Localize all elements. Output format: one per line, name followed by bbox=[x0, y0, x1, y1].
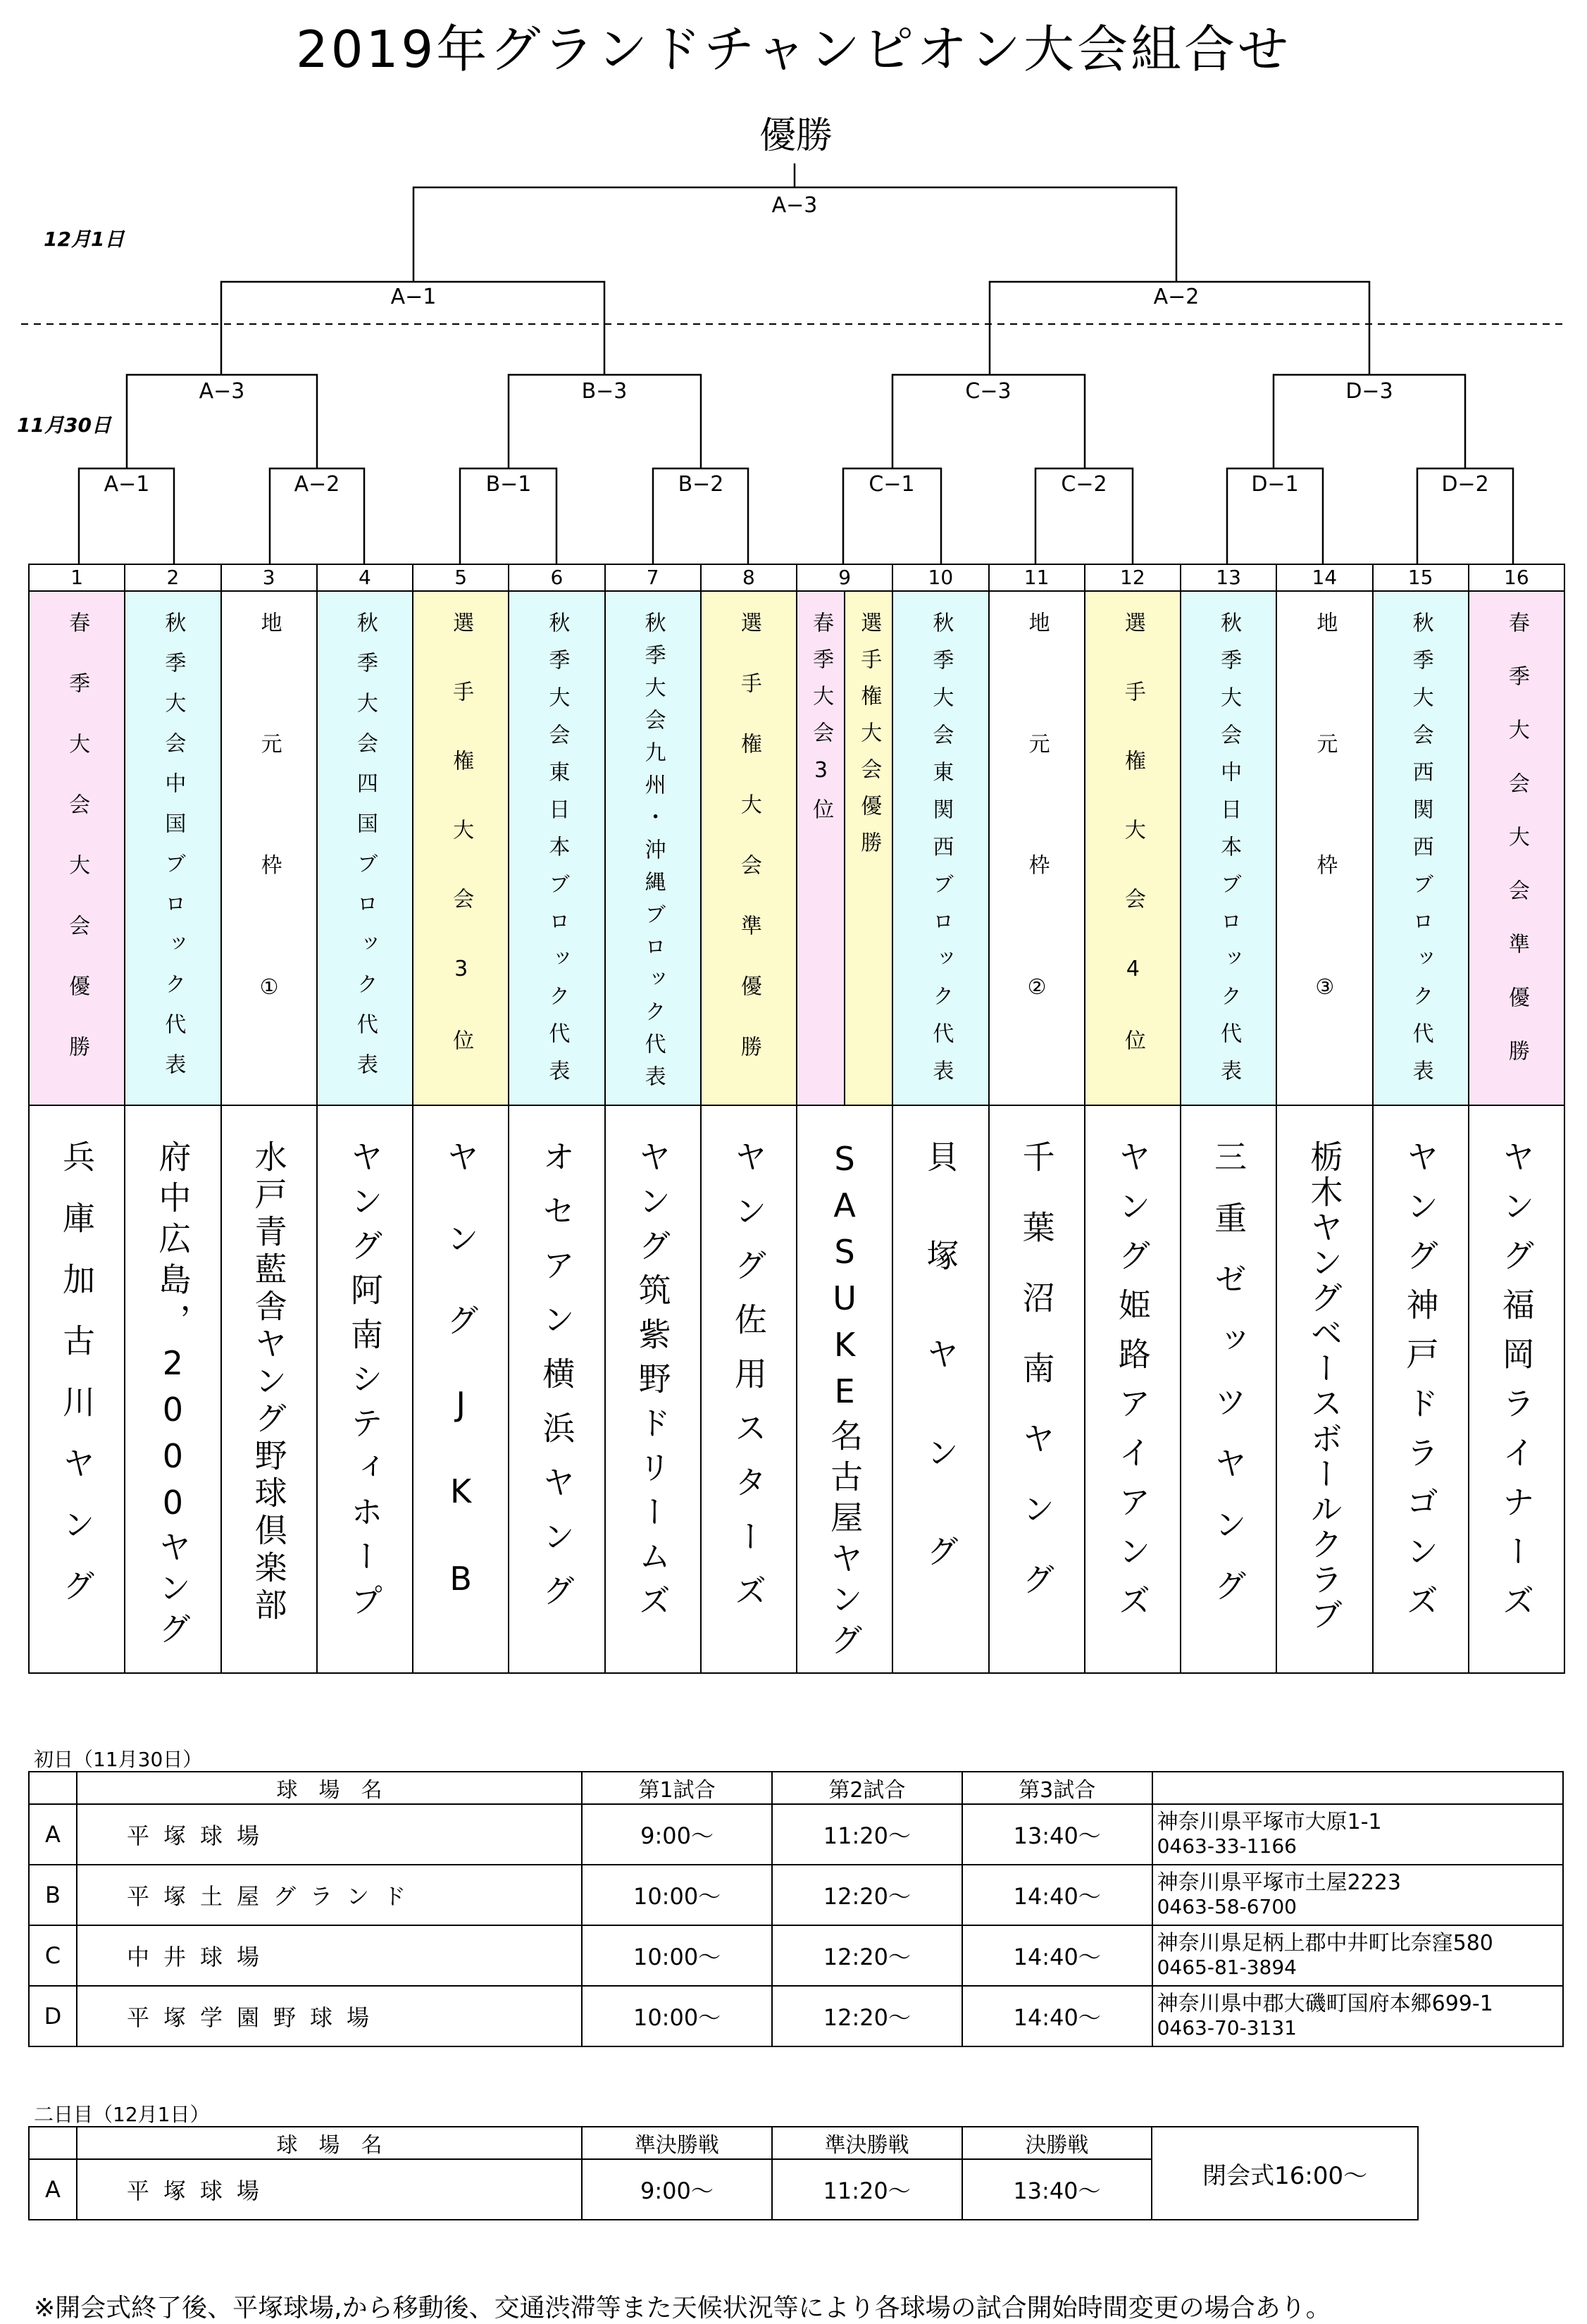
day1-schedule-table bbox=[28, 1771, 1564, 2047]
slot-number: 7 bbox=[604, 564, 702, 592]
phone-text: 0465-81-3894 bbox=[1157, 1956, 1297, 1979]
time-cell: 10:00〜 bbox=[582, 1986, 772, 2046]
slot-qualification bbox=[604, 590, 702, 1106]
header-venue: 球 場 名 bbox=[77, 1772, 582, 1804]
address-text: 神奈川県平塚市大原1-1 bbox=[1157, 1810, 1382, 1834]
day2-schedule-table bbox=[28, 2126, 1419, 2220]
match-r1: C−1 bbox=[869, 472, 915, 497]
slot-qualification bbox=[508, 590, 605, 1106]
venue-name: 平塚球場 bbox=[77, 1804, 582, 1865]
match-qf: D−3 bbox=[1345, 379, 1393, 404]
address-text: 神奈川県中郡大磯町国府本郷699-1 bbox=[1157, 1991, 1493, 2016]
venue-id: C bbox=[29, 1925, 77, 1986]
venue-id: A bbox=[29, 2159, 77, 2220]
team-cell bbox=[412, 1105, 509, 1674]
team-name: 栃木ヤングベースボールクラブ bbox=[1305, 1140, 1344, 1633]
match-qf: A−3 bbox=[199, 379, 245, 404]
slot-number: 11 bbox=[988, 564, 1085, 592]
closing-ceremony-cell: 閉会式16:00〜 bbox=[1152, 2127, 1418, 2220]
qualification-text: 春季大会3位 bbox=[809, 611, 834, 835]
qualification-text: 選手権大会優勝 bbox=[857, 611, 882, 868]
qualification-text: 秋季大会東日本ブロック代表 bbox=[544, 611, 570, 1097]
team-name: ヤング神戸ドラゴンズ bbox=[1401, 1140, 1440, 1633]
match-r1: B−2 bbox=[678, 472, 724, 497]
day1-label: 初日（11月30日） bbox=[34, 1748, 203, 1771]
day2-label: 二日目（12月1日） bbox=[34, 2103, 210, 2126]
phone-text: 0463-33-1166 bbox=[1157, 1834, 1297, 1858]
slot-qualification bbox=[124, 590, 221, 1106]
team-cell bbox=[508, 1105, 605, 1674]
address-cell bbox=[1152, 1986, 1563, 2046]
slot-number: 1 bbox=[28, 564, 125, 592]
team-cell bbox=[124, 1105, 221, 1674]
slot-number: 9 bbox=[796, 564, 893, 592]
table-row bbox=[29, 1865, 1563, 1925]
header-venue: 球 場 名 bbox=[77, 2127, 582, 2159]
match-semi-left: A−1 bbox=[390, 285, 437, 309]
table-row bbox=[29, 1986, 1563, 2046]
slot-number: 13 bbox=[1180, 564, 1277, 592]
slot-qualification bbox=[892, 590, 989, 1106]
team-cell bbox=[1372, 1105, 1469, 1674]
qualification-text: 秋季大会四国ブロック代表 bbox=[352, 611, 378, 1093]
team-name: 千葉沼南ヤング bbox=[1017, 1140, 1056, 1633]
team-name: ヤング佐用スターズ bbox=[729, 1140, 768, 1628]
phone-text: 0463-70-3131 bbox=[1157, 2016, 1297, 2039]
match-final: A−3 bbox=[771, 193, 818, 218]
match-semi-right: A−2 bbox=[1153, 285, 1200, 309]
team-cell bbox=[604, 1105, 702, 1674]
qualification-text: 秋季大会中国ブロック代表 bbox=[161, 611, 186, 1093]
header-semi1: 準決勝戦 bbox=[582, 2127, 772, 2159]
date-day1: 11月30日 bbox=[17, 414, 111, 437]
match-r1: C−2 bbox=[1061, 472, 1107, 497]
slot-qualification bbox=[220, 590, 318, 1106]
footnote: ※開会式終了後、平塚球場,から移動後、交通渋滞等また天候状況等により各球場の試合開始時間変更の場合あり。 bbox=[34, 2294, 1331, 2323]
slot-qualification bbox=[844, 590, 893, 1106]
address-text: 神奈川県平塚市土屋2223 bbox=[1157, 1870, 1401, 1895]
time-cell: 10:00〜 bbox=[582, 1925, 772, 1986]
qualification-text: 春季大会大会優勝 bbox=[65, 611, 90, 1096]
team-cell bbox=[1468, 1105, 1565, 1674]
tournament-bracket bbox=[0, 0, 1587, 578]
match-r1: A−2 bbox=[294, 472, 340, 497]
champion-label: 優勝 bbox=[759, 115, 833, 157]
header-semi2: 準決勝戦 bbox=[772, 2127, 962, 2159]
table-header-row bbox=[29, 2127, 1418, 2159]
table-row bbox=[29, 1925, 1563, 1986]
qualification-text: 選手権大会4位 bbox=[1120, 611, 1145, 1098]
slot-number: 12 bbox=[1084, 564, 1181, 592]
table-row bbox=[29, 1804, 1563, 1865]
team-name: ヤング姫路アイアンズ bbox=[1113, 1140, 1152, 1633]
team-cell bbox=[1180, 1105, 1277, 1674]
header-game2: 第2試合 bbox=[772, 1772, 962, 1804]
slot-number: 3 bbox=[220, 564, 318, 592]
team-cell bbox=[220, 1105, 318, 1674]
team-cell bbox=[892, 1105, 989, 1674]
time-cell: 11:20〜 bbox=[772, 1804, 962, 1865]
team-cell bbox=[28, 1105, 125, 1674]
venue-name: 平塚球場 bbox=[77, 2159, 582, 2220]
header-cell bbox=[29, 2127, 77, 2159]
slot-qualification bbox=[412, 590, 509, 1106]
slot-qualification bbox=[1468, 590, 1565, 1106]
slot-qualification bbox=[28, 590, 125, 1106]
qualification-text: 地元枠① bbox=[256, 611, 282, 1100]
header-cell bbox=[29, 1772, 77, 1804]
team-name: オセアン横浜ヤング bbox=[537, 1140, 576, 1628]
qualification-text: 秋季大会西関西ブロック代表 bbox=[1408, 611, 1433, 1097]
address-text: 神奈川県足柄上郡中井町比奈窪580 bbox=[1157, 1931, 1493, 1956]
slot-qualification bbox=[1084, 590, 1181, 1106]
address-cell bbox=[1152, 1865, 1563, 1925]
slot-number: 16 bbox=[1468, 564, 1565, 592]
time-cell: 12:20〜 bbox=[772, 1986, 962, 2046]
time-cell: 10:00〜 bbox=[582, 1865, 772, 1925]
slot-number: 5 bbox=[412, 564, 509, 592]
time-cell: 11:20〜 bbox=[772, 2159, 962, 2220]
qualification-text: 選手権大会3位 bbox=[449, 611, 474, 1098]
qualification-text: 春季大会大会準優勝 bbox=[1504, 611, 1529, 1093]
time-cell: 9:00〜 bbox=[582, 1804, 772, 1865]
venue-name: 平塚学園野球場 bbox=[77, 1986, 582, 2046]
team-name: 府中広島，2000ヤング bbox=[154, 1140, 192, 1653]
qualification-text: 秋季大会東関西ブロック代表 bbox=[928, 611, 954, 1097]
slot-qualification bbox=[1372, 590, 1469, 1106]
time-cell: 13:40〜 bbox=[962, 2159, 1152, 2220]
slot-number: 15 bbox=[1372, 564, 1469, 592]
header-final: 決勝戦 bbox=[962, 2127, 1152, 2159]
qualification-text: 秋季大会九州・沖縄ブロック代表 bbox=[640, 611, 666, 1098]
slot-number: 8 bbox=[700, 564, 797, 592]
team-name: ヤングJKB bbox=[442, 1140, 480, 1647]
address-cell bbox=[1152, 1925, 1563, 1986]
team-cell bbox=[796, 1105, 893, 1674]
header-cell bbox=[1152, 1772, 1563, 1804]
slot-number: 10 bbox=[892, 564, 989, 592]
team-name: SASUKE名古屋ヤング bbox=[826, 1140, 864, 1664]
slot-qualification bbox=[1180, 590, 1277, 1106]
time-cell: 14:40〜 bbox=[962, 1865, 1152, 1925]
header-game1: 第1試合 bbox=[582, 1772, 772, 1804]
qualification-text: 地元枠② bbox=[1024, 611, 1050, 1100]
team-cell bbox=[1084, 1105, 1181, 1674]
team-name: ヤング福岡ライナーズ bbox=[1497, 1140, 1536, 1633]
team-name: 兵庫加古川ヤング bbox=[58, 1140, 97, 1630]
time-cell: 9:00〜 bbox=[582, 2159, 772, 2220]
venue-id: B bbox=[29, 1865, 77, 1925]
match-r1: A−1 bbox=[104, 472, 150, 497]
qualification-text: 地元枠③ bbox=[1312, 611, 1338, 1100]
time-cell: 12:20〜 bbox=[772, 1925, 962, 1986]
qualification-text: 選手権大会準優勝 bbox=[736, 611, 761, 1096]
team-name: ヤング筑紫野ドリームズ bbox=[633, 1140, 672, 1628]
time-cell: 12:20〜 bbox=[772, 1865, 962, 1925]
slot-number: 4 bbox=[316, 564, 413, 592]
team-name: 三重ゼッツヤング bbox=[1209, 1140, 1248, 1630]
match-r1: B−1 bbox=[485, 472, 532, 497]
venue-id: D bbox=[29, 1986, 77, 2046]
team-name: 水戸青藍舎ヤング野球倶楽部 bbox=[249, 1140, 288, 1625]
time-cell: 14:40〜 bbox=[962, 1986, 1152, 2046]
time-cell: 13:40〜 bbox=[962, 1804, 1152, 1865]
slot-number: 2 bbox=[124, 564, 221, 592]
slot-qualification bbox=[316, 590, 413, 1106]
slot-number: 6 bbox=[508, 564, 605, 592]
phone-text: 0463-58-6700 bbox=[1157, 1895, 1297, 1918]
slot-qualification bbox=[796, 590, 845, 1106]
slot-number: 14 bbox=[1276, 564, 1373, 592]
address-cell bbox=[1152, 1804, 1563, 1865]
venue-id: A bbox=[29, 1804, 77, 1865]
match-r1: D−2 bbox=[1441, 472, 1489, 497]
page-title: 2019年グランドチャンピオン大会組合せ bbox=[295, 20, 1292, 79]
match-qf: B−3 bbox=[581, 379, 628, 404]
team-cell bbox=[1276, 1105, 1373, 1674]
team-name: ヤング阿南シティホープ bbox=[345, 1140, 384, 1628]
qualification-text: 秋季大会中日本ブロック代表 bbox=[1216, 611, 1242, 1097]
slot-qualification bbox=[1276, 590, 1373, 1106]
table-header-row bbox=[29, 1772, 1563, 1804]
team-cell bbox=[700, 1105, 797, 1674]
slot-qualification bbox=[700, 590, 797, 1106]
team-cell bbox=[316, 1105, 413, 1674]
venue-name: 中井球場 bbox=[77, 1925, 582, 1986]
match-r1: D−1 bbox=[1251, 472, 1299, 497]
slot-qualification bbox=[988, 590, 1085, 1106]
date-day2: 12月1日 bbox=[44, 228, 125, 251]
header-game3: 第3試合 bbox=[962, 1772, 1152, 1804]
team-cell bbox=[988, 1105, 1085, 1674]
time-cell: 14:40〜 bbox=[962, 1925, 1152, 1986]
match-qf: C−3 bbox=[965, 379, 1012, 404]
team-name: 貝塚ヤング bbox=[921, 1140, 960, 1633]
venue-name: 平塚土屋グランド bbox=[77, 1865, 582, 1925]
